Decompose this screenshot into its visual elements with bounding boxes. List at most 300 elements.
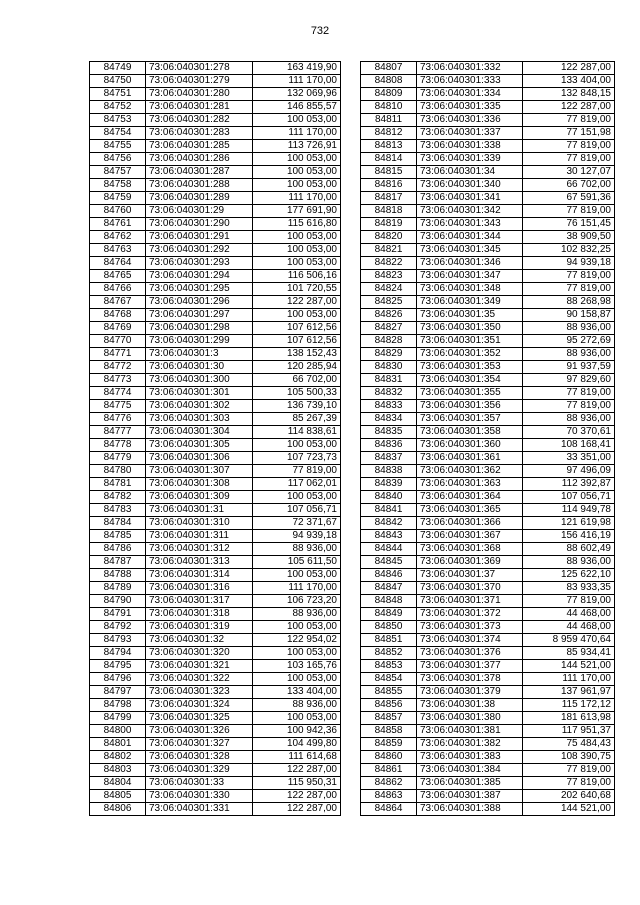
table-row bbox=[361, 75, 615, 88]
value-cell: 107 056,71 bbox=[523, 491, 615, 504]
row-number-cell: 84789 bbox=[90, 582, 146, 595]
row-number-cell: 84790 bbox=[90, 595, 146, 608]
cadastral-number-cell: 73:06:040301:344 bbox=[417, 231, 523, 244]
cadastral-number-cell: 73:06:040301:373 bbox=[417, 621, 523, 634]
table-row bbox=[361, 387, 615, 400]
value-cell: 111 170,00 bbox=[253, 127, 341, 140]
value-cell: 133 404,00 bbox=[253, 686, 341, 699]
value-cell: 108 168,41 bbox=[523, 439, 615, 452]
table-row bbox=[90, 257, 341, 270]
table-row bbox=[361, 348, 615, 361]
row-number-cell: 84755 bbox=[90, 140, 146, 153]
cadastral-number-cell: 73:06:040301:356 bbox=[417, 400, 523, 413]
row-number-cell: 84846 bbox=[361, 569, 417, 582]
row-number-cell: 84818 bbox=[361, 205, 417, 218]
cadastral-number-cell: 73:06:040301:302 bbox=[146, 400, 253, 413]
row-number-cell: 84766 bbox=[90, 283, 146, 296]
row-number-cell: 84811 bbox=[361, 114, 417, 127]
row-number-cell: 84800 bbox=[90, 725, 146, 738]
table-row bbox=[361, 751, 615, 764]
row-number-cell: 84750 bbox=[90, 75, 146, 88]
table-row bbox=[90, 283, 341, 296]
row-number-cell: 84857 bbox=[361, 712, 417, 725]
cadastral-number-cell: 73:06:040301:283 bbox=[146, 127, 253, 140]
cadastral-number-cell: 73:06:040301:374 bbox=[417, 634, 523, 647]
table-row bbox=[90, 387, 341, 400]
table-row bbox=[361, 62, 615, 75]
row-number-cell: 84753 bbox=[90, 114, 146, 127]
cadastral-number-cell: 73:06:040301:37 bbox=[417, 569, 523, 582]
row-number-cell: 84831 bbox=[361, 374, 417, 387]
cadastral-number-cell: 73:06:040301:303 bbox=[146, 413, 253, 426]
row-number-cell: 84820 bbox=[361, 231, 417, 244]
table-row bbox=[361, 296, 615, 309]
table-row bbox=[361, 699, 615, 712]
table-row bbox=[90, 725, 341, 738]
row-number-cell: 84829 bbox=[361, 348, 417, 361]
cadastral-number-cell: 73:06:040301:325 bbox=[146, 712, 253, 725]
cadastral-number-cell: 73:06:040301:341 bbox=[417, 192, 523, 205]
cadastral-number-cell: 73:06:040301:352 bbox=[417, 348, 523, 361]
cadastral-number-cell: 73:06:040301:331 bbox=[146, 803, 253, 816]
table-row bbox=[90, 322, 341, 335]
cadastral-number-cell: 73:06:040301:294 bbox=[146, 270, 253, 283]
value-cell: 107 056,71 bbox=[253, 504, 341, 517]
row-number-cell: 84830 bbox=[361, 361, 417, 374]
cadastral-number-cell: 73:06:040301:351 bbox=[417, 335, 523, 348]
cadastral-number-cell: 73:06:040301:376 bbox=[417, 647, 523, 660]
table-row bbox=[90, 530, 341, 543]
row-number-cell: 84819 bbox=[361, 218, 417, 231]
row-number-cell: 84850 bbox=[361, 621, 417, 634]
row-number-cell: 84797 bbox=[90, 686, 146, 699]
table-row bbox=[361, 140, 615, 153]
row-number-cell: 84767 bbox=[90, 296, 146, 309]
row-number-cell: 84795 bbox=[90, 660, 146, 673]
cadastral-number-cell: 73:06:040301:362 bbox=[417, 465, 523, 478]
table-row bbox=[361, 517, 615, 530]
row-number-cell: 84786 bbox=[90, 543, 146, 556]
cadastral-number-cell: 73:06:040301:309 bbox=[146, 491, 253, 504]
cadastral-number-cell: 73:06:040301:347 bbox=[417, 270, 523, 283]
cadastral-number-cell: 73:06:040301:372 bbox=[417, 608, 523, 621]
value-cell: 85 934,41 bbox=[523, 647, 615, 660]
value-cell: 132 069,96 bbox=[253, 88, 341, 101]
row-number-cell: 84815 bbox=[361, 166, 417, 179]
row-number-cell: 84852 bbox=[361, 647, 417, 660]
table-row bbox=[90, 686, 341, 699]
table-row bbox=[361, 647, 615, 660]
cadastral-number-cell: 73:06:040301:316 bbox=[146, 582, 253, 595]
row-number-cell: 84835 bbox=[361, 426, 417, 439]
table-row bbox=[361, 101, 615, 114]
cadastral-number-cell: 73:06:040301:319 bbox=[146, 621, 253, 634]
cadastral-number-cell: 73:06:040301:367 bbox=[417, 530, 523, 543]
cadastral-number-cell: 73:06:040301:311 bbox=[146, 530, 253, 543]
table-row bbox=[361, 452, 615, 465]
cadastral-number-cell: 73:06:040301:355 bbox=[417, 387, 523, 400]
row-number-cell: 84793 bbox=[90, 634, 146, 647]
cadastral-number-cell: 73:06:040301:368 bbox=[417, 543, 523, 556]
cadastral-number-cell: 73:06:040301:327 bbox=[146, 738, 253, 751]
cadastral-number-cell: 73:06:040301:365 bbox=[417, 504, 523, 517]
value-cell: 115 616,80 bbox=[253, 218, 341, 231]
table-row bbox=[361, 634, 615, 647]
value-cell: 116 506,16 bbox=[253, 270, 341, 283]
table-row bbox=[361, 205, 615, 218]
value-cell: 146 855,57 bbox=[253, 101, 341, 114]
row-number-cell: 84792 bbox=[90, 621, 146, 634]
table-row bbox=[90, 166, 341, 179]
row-number-cell: 84828 bbox=[361, 335, 417, 348]
row-number-cell: 84823 bbox=[361, 270, 417, 283]
value-cell: 100 053,00 bbox=[253, 166, 341, 179]
value-cell: 88 936,00 bbox=[523, 322, 615, 335]
table-row bbox=[361, 764, 615, 777]
row-number-cell: 84847 bbox=[361, 582, 417, 595]
value-cell: 100 053,00 bbox=[253, 621, 341, 634]
row-number-cell: 84798 bbox=[90, 699, 146, 712]
value-cell: 100 053,00 bbox=[253, 114, 341, 127]
row-number-cell: 84751 bbox=[90, 88, 146, 101]
value-cell: 85 267,39 bbox=[253, 413, 341, 426]
row-number-cell: 84861 bbox=[361, 764, 417, 777]
cadastral-number-cell: 73:06:040301:349 bbox=[417, 296, 523, 309]
cadastral-number-cell: 73:06:040301:379 bbox=[417, 686, 523, 699]
table-row bbox=[361, 257, 615, 270]
value-cell: 100 053,00 bbox=[253, 231, 341, 244]
cadastral-number-cell: 73:06:040301:387 bbox=[417, 790, 523, 803]
table-row bbox=[361, 803, 615, 816]
cadastral-number-cell: 73:06:040301:289 bbox=[146, 192, 253, 205]
value-cell: 103 165,76 bbox=[253, 660, 341, 673]
value-cell: 44 468,00 bbox=[523, 608, 615, 621]
table-row bbox=[361, 504, 615, 517]
table-row bbox=[90, 153, 341, 166]
table-row bbox=[361, 439, 615, 452]
cadastral-number-cell: 73:06:040301:317 bbox=[146, 595, 253, 608]
value-cell: 132 848,15 bbox=[523, 88, 615, 101]
cadastral-number-cell: 73:06:040301:378 bbox=[417, 673, 523, 686]
table-row bbox=[90, 595, 341, 608]
table-row bbox=[90, 556, 341, 569]
table-row bbox=[90, 621, 341, 634]
value-cell: 70 370,61 bbox=[523, 426, 615, 439]
table-row bbox=[361, 179, 615, 192]
row-number-cell: 84827 bbox=[361, 322, 417, 335]
table-row bbox=[361, 322, 615, 335]
table-row bbox=[361, 426, 615, 439]
table-row bbox=[361, 88, 615, 101]
table-row bbox=[90, 569, 341, 582]
value-cell: 97 829,60 bbox=[523, 374, 615, 387]
table-row bbox=[361, 231, 615, 244]
value-cell: 100 053,00 bbox=[253, 244, 341, 257]
table-row bbox=[361, 790, 615, 803]
table-row bbox=[90, 413, 341, 426]
cadastral-number-cell: 73:06:040301:285 bbox=[146, 140, 253, 153]
row-number-cell: 84752 bbox=[90, 101, 146, 114]
value-cell: 115 172,12 bbox=[523, 699, 615, 712]
row-number-cell: 84832 bbox=[361, 387, 417, 400]
cadastral-number-cell: 73:06:040301:330 bbox=[146, 790, 253, 803]
value-cell: 114 949,78 bbox=[523, 504, 615, 517]
value-cell: 111 170,00 bbox=[253, 192, 341, 205]
row-number-cell: 84770 bbox=[90, 335, 146, 348]
value-cell: 88 936,00 bbox=[253, 608, 341, 621]
value-cell: 113 726,91 bbox=[253, 140, 341, 153]
table-row bbox=[361, 673, 615, 686]
cadastral-number-cell: 73:06:040301:321 bbox=[146, 660, 253, 673]
value-cell: 72 371,67 bbox=[253, 517, 341, 530]
value-cell: 102 832,25 bbox=[523, 244, 615, 257]
value-cell: 122 287,00 bbox=[253, 296, 341, 309]
table-row bbox=[361, 244, 615, 257]
table-row bbox=[361, 491, 615, 504]
table-row bbox=[90, 88, 341, 101]
row-number-cell: 84799 bbox=[90, 712, 146, 725]
cadastral-number-cell: 73:06:040301:298 bbox=[146, 322, 253, 335]
row-number-cell: 84775 bbox=[90, 400, 146, 413]
row-number-cell: 84813 bbox=[361, 140, 417, 153]
value-cell: 125 622,10 bbox=[523, 569, 615, 582]
row-number-cell: 84761 bbox=[90, 218, 146, 231]
row-number-cell: 84777 bbox=[90, 426, 146, 439]
table-row bbox=[90, 348, 341, 361]
value-cell: 107 723,73 bbox=[253, 452, 341, 465]
row-number-cell: 84785 bbox=[90, 530, 146, 543]
row-number-cell: 84769 bbox=[90, 322, 146, 335]
cadastral-number-cell: 73:06:040301:360 bbox=[417, 439, 523, 452]
page-number: 732 bbox=[310, 25, 330, 37]
cadastral-number-cell: 73:06:040301:380 bbox=[417, 712, 523, 725]
cadastral-number-cell: 73:06:040301:38 bbox=[417, 699, 523, 712]
row-number-cell: 84764 bbox=[90, 257, 146, 270]
table-row bbox=[361, 309, 615, 322]
value-cell: 144 521,00 bbox=[523, 660, 615, 673]
row-number-cell: 84773 bbox=[90, 374, 146, 387]
row-number-cell: 84845 bbox=[361, 556, 417, 569]
row-number-cell: 84838 bbox=[361, 465, 417, 478]
value-cell: 30 127,07 bbox=[523, 166, 615, 179]
value-cell: 90 158,87 bbox=[523, 309, 615, 322]
table-row bbox=[90, 205, 341, 218]
row-number-cell: 84810 bbox=[361, 101, 417, 114]
cadastral-number-cell: 73:06:040301:318 bbox=[146, 608, 253, 621]
table-row bbox=[90, 738, 341, 751]
table-row bbox=[90, 361, 341, 374]
value-cell: 122 954,02 bbox=[253, 634, 341, 647]
table-row bbox=[90, 400, 341, 413]
value-cell: 88 602,49 bbox=[523, 543, 615, 556]
value-cell: 77 819,00 bbox=[523, 114, 615, 127]
cadastral-number-cell: 73:06:040301:383 bbox=[417, 751, 523, 764]
value-cell: 181 613,98 bbox=[523, 712, 615, 725]
table-row bbox=[361, 725, 615, 738]
cadastral-number-cell: 73:06:040301:310 bbox=[146, 517, 253, 530]
value-cell: 122 287,00 bbox=[523, 62, 615, 75]
table-row bbox=[90, 179, 341, 192]
table-row bbox=[361, 582, 615, 595]
table-row bbox=[361, 465, 615, 478]
cadastral-number-cell: 73:06:040301:384 bbox=[417, 764, 523, 777]
registry-table-body bbox=[90, 62, 341, 816]
cadastral-number-cell: 73:06:040301:333 bbox=[417, 75, 523, 88]
row-number-cell: 84791 bbox=[90, 608, 146, 621]
cadastral-number-cell: 73:06:040301:388 bbox=[417, 803, 523, 816]
cadastral-number-cell: 73:06:040301:293 bbox=[146, 257, 253, 270]
cadastral-number-cell: 73:06:040301:282 bbox=[146, 114, 253, 127]
value-cell: 104 499,80 bbox=[253, 738, 341, 751]
row-number-cell: 84808 bbox=[361, 75, 417, 88]
value-cell: 144 521,00 bbox=[523, 803, 615, 816]
table-row bbox=[361, 595, 615, 608]
cadastral-number-cell: 73:06:040301:366 bbox=[417, 517, 523, 530]
value-cell: 100 053,00 bbox=[253, 257, 341, 270]
table-row bbox=[361, 413, 615, 426]
cadastral-number-cell: 73:06:040301:3 bbox=[146, 348, 253, 361]
row-number-cell: 84837 bbox=[361, 452, 417, 465]
cadastral-number-cell: 73:06:040301:336 bbox=[417, 114, 523, 127]
cadastral-number-cell: 73:06:040301:308 bbox=[146, 478, 253, 491]
value-cell: 107 612,56 bbox=[253, 322, 341, 335]
value-cell: 100 053,00 bbox=[253, 569, 341, 582]
value-cell: 76 151,45 bbox=[523, 218, 615, 231]
table-row bbox=[90, 296, 341, 309]
table-row bbox=[361, 153, 615, 166]
value-cell: 101 720,55 bbox=[253, 283, 341, 296]
table-row bbox=[90, 504, 341, 517]
row-number-cell: 84851 bbox=[361, 634, 417, 647]
value-cell: 100 053,00 bbox=[253, 491, 341, 504]
table-row bbox=[90, 140, 341, 153]
cadastral-number-cell: 73:06:040301:343 bbox=[417, 218, 523, 231]
value-cell: 106 723,20 bbox=[253, 595, 341, 608]
cadastral-number-cell: 73:06:040301:350 bbox=[417, 322, 523, 335]
table-row bbox=[361, 400, 615, 413]
row-number-cell: 84794 bbox=[90, 647, 146, 660]
value-cell: 88 936,00 bbox=[253, 543, 341, 556]
cadastral-number-cell: 73:06:040301:305 bbox=[146, 439, 253, 452]
cadastral-number-cell: 73:06:040301:33 bbox=[146, 777, 253, 790]
value-cell: 94 939,18 bbox=[253, 530, 341, 543]
cadastral-number-cell: 73:06:040301:357 bbox=[417, 413, 523, 426]
cadastral-number-cell: 73:06:040301:292 bbox=[146, 244, 253, 257]
table-row bbox=[361, 660, 615, 673]
row-number-cell: 84858 bbox=[361, 725, 417, 738]
row-number-cell: 84758 bbox=[90, 179, 146, 192]
table-row bbox=[90, 439, 341, 452]
row-number-cell: 84760 bbox=[90, 205, 146, 218]
value-cell: 66 702,00 bbox=[523, 179, 615, 192]
value-cell: 115 950,31 bbox=[253, 777, 341, 790]
table-row bbox=[90, 803, 341, 816]
row-number-cell: 84854 bbox=[361, 673, 417, 686]
cadastral-number-cell: 73:06:040301:35 bbox=[417, 309, 523, 322]
table-row bbox=[90, 127, 341, 140]
table-row bbox=[361, 335, 615, 348]
value-cell: 111 170,00 bbox=[523, 673, 615, 686]
value-cell: 91 937,59 bbox=[523, 361, 615, 374]
value-cell: 111 170,00 bbox=[253, 75, 341, 88]
cadastral-number-cell: 73:06:040301:385 bbox=[417, 777, 523, 790]
row-number-cell: 84844 bbox=[361, 543, 417, 556]
value-cell: 97 496,09 bbox=[523, 465, 615, 478]
table-row bbox=[90, 114, 341, 127]
row-number-cell: 84836 bbox=[361, 439, 417, 452]
value-cell: 100 942,36 bbox=[253, 725, 341, 738]
table-row bbox=[90, 218, 341, 231]
row-number-cell: 84864 bbox=[361, 803, 417, 816]
row-number-cell: 84759 bbox=[90, 192, 146, 205]
value-cell: 202 640,68 bbox=[523, 790, 615, 803]
row-number-cell: 84763 bbox=[90, 244, 146, 257]
value-cell: 117 062,01 bbox=[253, 478, 341, 491]
value-cell: 122 287,00 bbox=[253, 764, 341, 777]
value-cell: 100 053,00 bbox=[253, 153, 341, 166]
cadastral-number-cell: 73:06:040301:312 bbox=[146, 543, 253, 556]
value-cell: 111 170,00 bbox=[253, 582, 341, 595]
row-number-cell: 84807 bbox=[361, 62, 417, 75]
table-row bbox=[90, 660, 341, 673]
row-number-cell: 84863 bbox=[361, 790, 417, 803]
value-cell: 77 819,00 bbox=[523, 777, 615, 790]
cadastral-number-cell: 73:06:040301:377 bbox=[417, 660, 523, 673]
row-number-cell: 84749 bbox=[90, 62, 146, 75]
cadastral-number-cell: 73:06:040301:328 bbox=[146, 751, 253, 764]
cadastral-number-cell: 73:06:040301:287 bbox=[146, 166, 253, 179]
cadastral-number-cell: 73:06:040301:32 bbox=[146, 634, 253, 647]
table-row bbox=[90, 634, 341, 647]
table-row bbox=[361, 283, 615, 296]
table-row bbox=[361, 192, 615, 205]
row-number-cell: 84788 bbox=[90, 569, 146, 582]
value-cell: 121 619,98 bbox=[523, 517, 615, 530]
row-number-cell: 84809 bbox=[361, 88, 417, 101]
value-cell: 88 936,00 bbox=[523, 348, 615, 361]
table-row bbox=[361, 530, 615, 543]
value-cell: 95 272,69 bbox=[523, 335, 615, 348]
table-row bbox=[361, 556, 615, 569]
cadastral-number-cell: 73:06:040301:353 bbox=[417, 361, 523, 374]
row-number-cell: 84756 bbox=[90, 153, 146, 166]
value-cell: 88 268,98 bbox=[523, 296, 615, 309]
value-cell: 33 351,00 bbox=[523, 452, 615, 465]
value-cell: 122 287,00 bbox=[253, 790, 341, 803]
row-number-cell: 84848 bbox=[361, 595, 417, 608]
value-cell: 108 390,75 bbox=[523, 751, 615, 764]
table-row bbox=[90, 244, 341, 257]
value-cell: 77 819,00 bbox=[523, 595, 615, 608]
value-cell: 100 053,00 bbox=[253, 647, 341, 660]
row-number-cell: 84782 bbox=[90, 491, 146, 504]
table-row bbox=[361, 777, 615, 790]
row-number-cell: 84841 bbox=[361, 504, 417, 517]
row-number-cell: 84834 bbox=[361, 413, 417, 426]
table-row bbox=[361, 166, 615, 179]
cadastral-number-cell: 73:06:040301:382 bbox=[417, 738, 523, 751]
row-number-cell: 84765 bbox=[90, 270, 146, 283]
value-cell: 8 959 470,64 bbox=[523, 634, 615, 647]
value-cell: 111 614,68 bbox=[253, 751, 341, 764]
row-number-cell: 84781 bbox=[90, 478, 146, 491]
cadastral-number-cell: 73:06:040301:297 bbox=[146, 309, 253, 322]
cadastral-number-cell: 73:06:040301:322 bbox=[146, 673, 253, 686]
row-number-cell: 84754 bbox=[90, 127, 146, 140]
row-number-cell: 84812 bbox=[361, 127, 417, 140]
row-number-cell: 84805 bbox=[90, 790, 146, 803]
table-row bbox=[90, 452, 341, 465]
